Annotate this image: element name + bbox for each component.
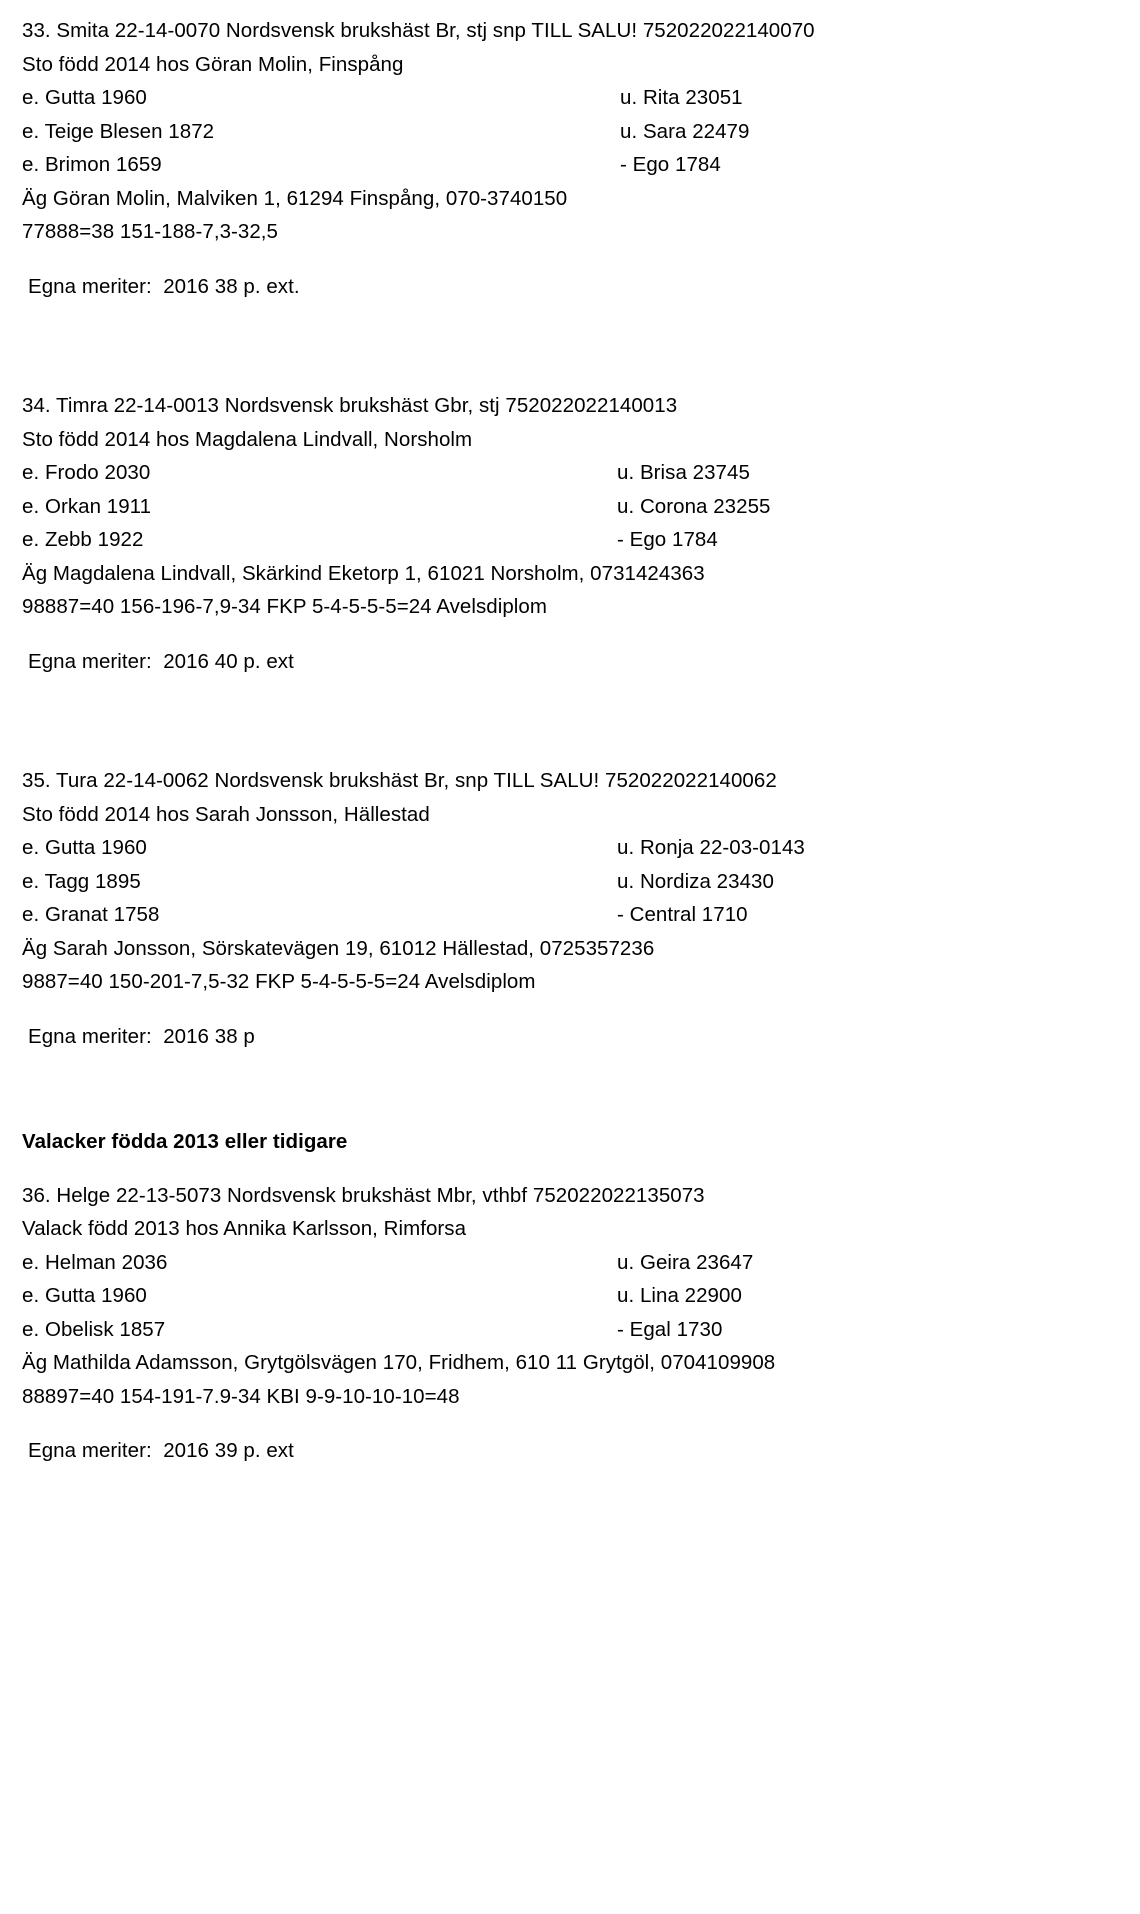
dam-line: u. Corona 23255 [617, 494, 771, 518]
section-heading-valacker: Valacker födda 2013 eller tidigare [22, 1130, 348, 1153]
horse-entry-34 [0, 389, 1140, 678]
spacer [0, 249, 1140, 270]
sire-line: e. Obelisk 1857 [22, 1317, 166, 1341]
dam-line: u. Nordiza 23430 [617, 869, 774, 893]
sire-line: e. Orkan 1911 [22, 494, 152, 518]
pedigree-row [0, 523, 1140, 557]
dam-line: - Egal 1730 [617, 1317, 723, 1341]
dam-line: u. Geira 23647 [617, 1250, 754, 1274]
entry-title: 34. Timra 22-14-0013 Nordsvensk brukshäst Gbr, stj 752022022140013 [22, 394, 678, 417]
spacer [0, 999, 1140, 1020]
spacer [0, 303, 1140, 389]
pedigree-row [0, 865, 1140, 899]
entry-merits-line: Egna meriter: 2016 38 p [28, 1024, 255, 1048]
pedigree-row [0, 831, 1140, 865]
dam-line: u. Brisa 23745 [617, 461, 750, 484]
entry-measurements-line: 88897=40 154-191-7.9-34 KBI 9-9-10-10-10=48 [22, 1384, 460, 1408]
entry-owner-line: Äg Sarah Jonsson, Sörskatevägen 19, 61012 Hällestad, 0725357236 [22, 936, 655, 960]
pedigree-row [0, 148, 1140, 182]
horse-entry-36 [0, 1179, 1140, 1468]
pedigree-row [0, 1279, 1140, 1313]
entry-measurements-line: 9887=40 150-201-7,5-32 FKP 5-4-5-5-5=24 Avelsdiplom [22, 970, 536, 993]
entry-birth-line: Sto född 2014 hos Magdalena Lindvall, Norsholm [22, 427, 473, 451]
spacer [0, 1053, 1140, 1125]
entry-birth-line: Sto född 2014 hos Göran Molin, Finspång [22, 52, 404, 76]
dam-line: - Ego 1784 [617, 528, 718, 551]
sire-line: e. Brimon 1659 [22, 153, 162, 176]
entry-merits-line: Egna meriter: 2016 39 p. ext [28, 1439, 294, 1462]
dam-line: u. Sara 22479 [620, 119, 750, 143]
entry-merits-line: Egna meriter: 2016 40 p. ext [28, 649, 294, 673]
spacer [0, 1413, 1140, 1434]
pedigree-row [0, 456, 1140, 490]
entry-owner-line: Äg Mathilda Adamsson, Grytgölsvägen 170, Fridhem, 610 11 Grytgöl, 0704109908 [22, 1351, 776, 1374]
spacer [0, 678, 1140, 764]
horse-entry-35 [0, 764, 1140, 1053]
entry-birth-line: Sto född 2014 hos Sarah Jonsson, Hällestad [22, 802, 430, 826]
sire-line: e. Teige Blesen 1872 [22, 119, 215, 143]
spacer [0, 624, 1140, 645]
pedigree-row [0, 81, 1140, 115]
sire-line: e. Frodo 2030 [22, 461, 151, 484]
spacer [0, 1159, 1140, 1179]
entry-measurements-line: 98887=40 156-196-7,9-34 FKP 5-4-5-5-5=24 Avelsdiplom [22, 595, 547, 618]
dam-line: u. Ronja 22-03-0143 [617, 836, 805, 859]
entry-owner-line: Äg Magdalena Lindvall, Skärkind Eketorp 1, 61021 Norsholm, 0731424363 [22, 561, 705, 585]
entry-title: 35. Tura 22-14-0062 Nordsvensk brukshäst Br, snp TILL SALU! 752022022140062 [22, 769, 777, 792]
entry-title: 36. Helge 22-13-5073 Nordsvensk brukshäst Mbr, vthbf 752022022135073 [22, 1183, 705, 1207]
dam-line: u. Lina 22900 [617, 1284, 742, 1307]
sire-line: e. Helman 2036 [22, 1250, 168, 1274]
entry-owner-line: Äg Göran Molin, Malviken 1, 61294 Finspång, 070-3740150 [22, 186, 568, 210]
pedigree-row [0, 490, 1140, 524]
entry-merits-line: Egna meriter: 2016 38 p. ext. [28, 274, 300, 298]
sire-line: e. Gutta 1960 [22, 1284, 147, 1307]
pedigree-row [0, 1246, 1140, 1280]
sire-line: e. Zebb 1922 [22, 528, 144, 551]
dam-line: - Central 1710 [617, 903, 748, 926]
pedigree-row [0, 1313, 1140, 1347]
sire-line: e. Gutta 1960 [22, 86, 147, 109]
dam-line: u. Rita 23051 [620, 86, 743, 109]
dam-line: - Ego 1784 [620, 153, 721, 176]
entry-title: 33. Smita 22-14-0070 Nordsvensk brukshäst Br, stj snp TILL SALU! 752022022140070 [22, 19, 815, 42]
sire-line: e. Tagg 1895 [22, 869, 141, 893]
sire-line: e. Gutta 1960 [22, 836, 147, 859]
sire-line: e. Granat 1758 [22, 903, 160, 926]
entry-birth-line: Valack född 2013 hos Annika Karlsson, Rimforsa [22, 1217, 467, 1240]
pedigree-row [0, 115, 1140, 149]
entry-measurements-line: 77888=38 151-188-7,3-32,5 [22, 220, 279, 243]
horse-entry-33 [0, 14, 1140, 303]
pedigree-row [0, 898, 1140, 932]
